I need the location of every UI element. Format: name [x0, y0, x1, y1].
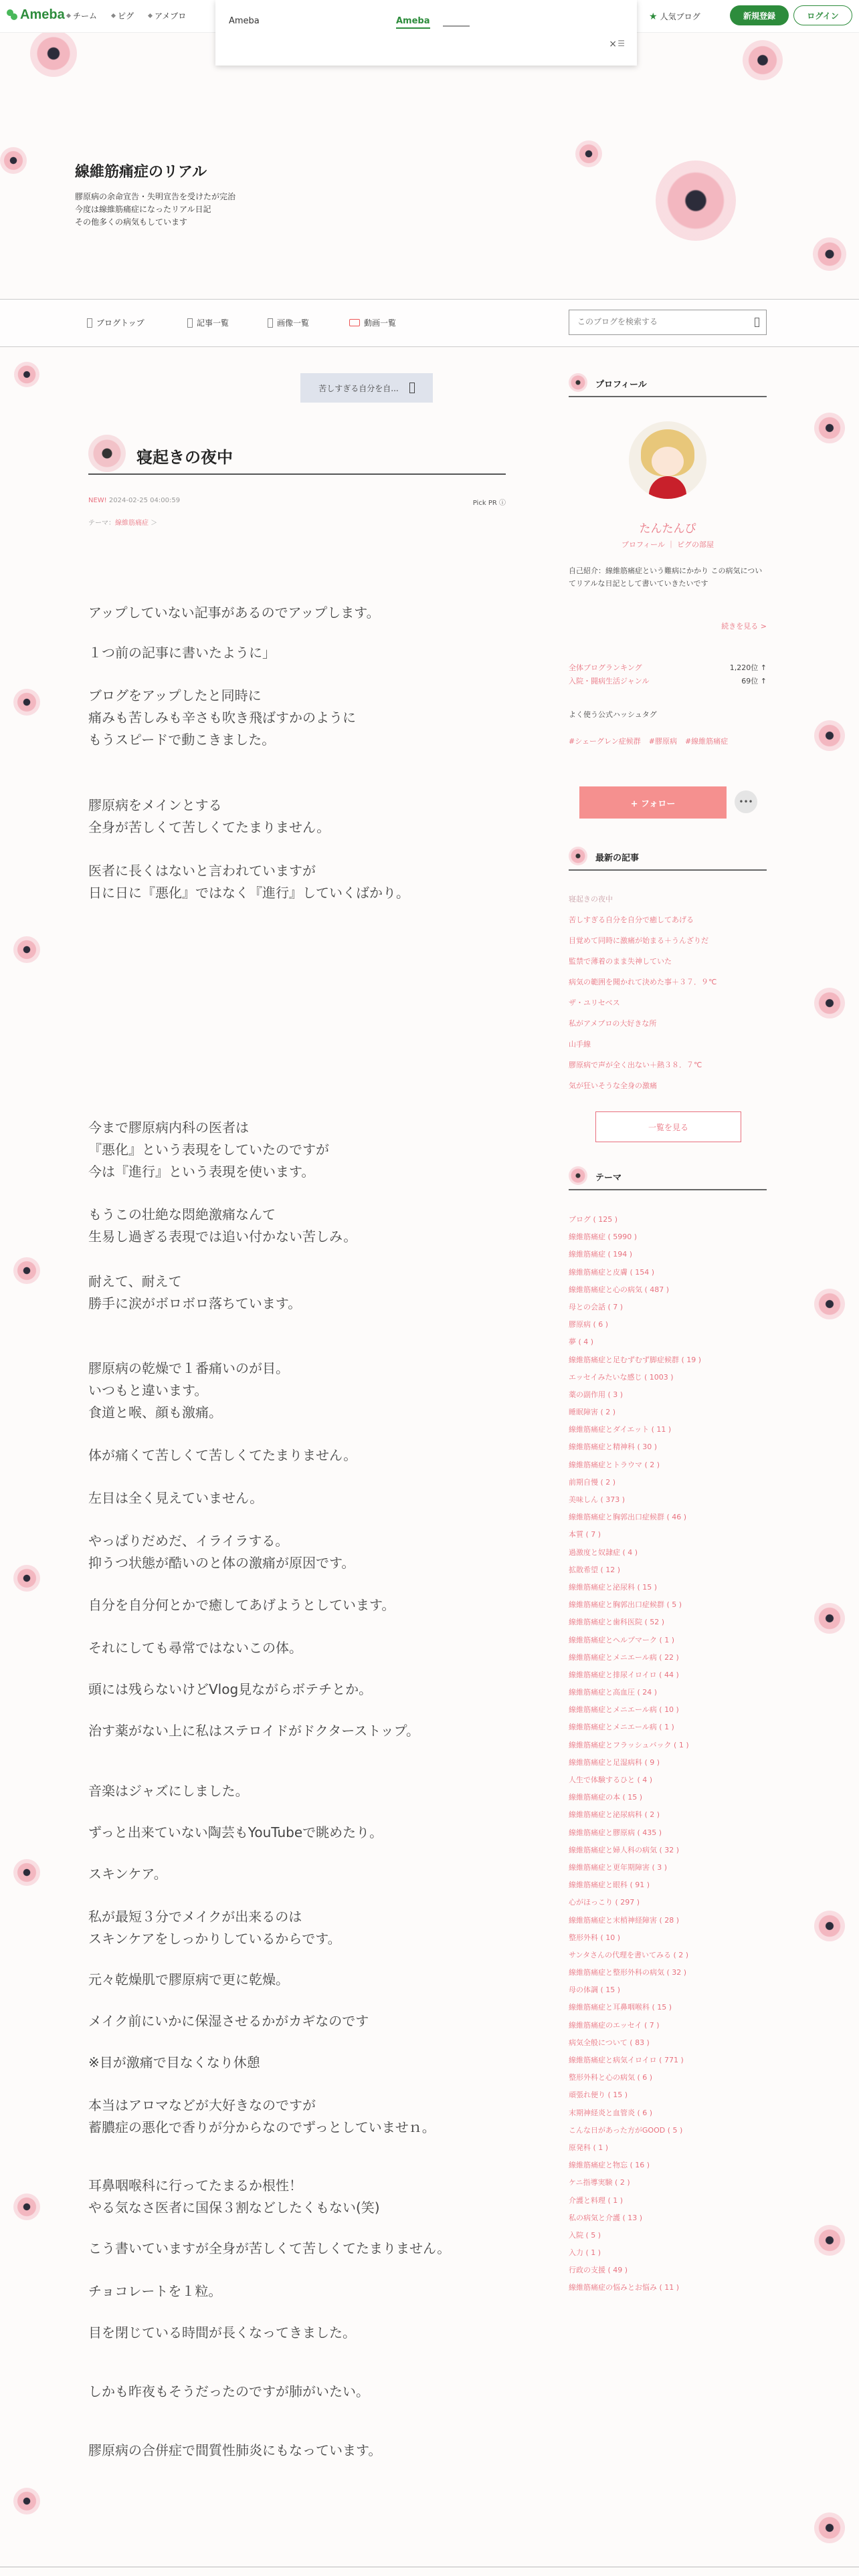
blog-search-input[interactable]: [576, 316, 739, 327]
recent-entry-item[interactable]: 気が狂いそうな全身の激痛: [569, 1081, 657, 1090]
entry-paragraph: スキンケア。: [88, 1866, 167, 1882]
flower-decoration: [30, 30, 77, 77]
recent-entry-item[interactable]: 病気の範囲を聞かれて決めた事＋３７．９℃: [569, 978, 717, 986]
entry-paragraph: 膠原病をメインとする 全身が苦しくて苦しくてたまりません。: [88, 797, 330, 835]
nav-label: 記事一覧: [197, 318, 229, 328]
flower-icon: [569, 373, 587, 392]
theme-item[interactable]: 母の体調 ( 15 ): [569, 1985, 621, 1995]
theme-item[interactable]: 線維筋痛症の悩みとお悩み ( 11 ): [569, 2283, 680, 2292]
theme-heading-text: テーマ: [595, 1173, 622, 1183]
theme-label: テーマ：: [88, 520, 115, 527]
prev-entry-label: 苦しすぎる自分を自...: [318, 383, 399, 393]
theme-item[interactable]: 線維筋痛症と膠原病 ( 435 ): [569, 1828, 662, 1837]
document-icon: [87, 318, 92, 328]
follow-button[interactable]: + フォロー: [579, 786, 727, 819]
entry-paragraph: 医者に長くはないと言われていますが 日に日に『悪化』ではなく『進行』していくばかり。: [88, 863, 409, 901]
diamond-icon: [66, 13, 71, 18]
recent-entry-item[interactable]: 膠原病で声が全く出ない＋熱３８．７℃: [569, 1061, 702, 1069]
nav-blog-top[interactable]: [87, 317, 145, 328]
recent-entry-item[interactable]: 私がアメブロの大好きな所: [569, 1019, 657, 1028]
theme-item[interactable]: 線維筋痛症と排尿イロイロ ( 44 ): [569, 1670, 679, 1679]
theme-item[interactable]: 心がほっこり ( 297 ): [569, 1898, 640, 1907]
ameba-logo-text: Ameba: [20, 7, 65, 22]
entry-paragraph: 膠原病の乾燥で１番痛いのが目。 いつもと違います。 食道と喉、顔も激痛。: [88, 1360, 289, 1420]
hashtag-link[interactable]: #膠原病: [648, 737, 677, 746]
blog-search-box: [569, 310, 767, 335]
theme-item[interactable]: 線維筋痛症と胸郭出口症候群 ( 46 ): [569, 1513, 687, 1522]
theme-item[interactable]: 睡眠障害 ( 2 ): [569, 1408, 616, 1417]
top-nav-pigg[interactable]: [112, 10, 134, 21]
profile-heading: [569, 369, 767, 397]
flower-decoration: [0, 147, 27, 174]
entry-paragraph: 体が痛くて苦しくて苦しくてたまりません。: [88, 1447, 357, 1463]
ranking-value: 1,220位 ↑: [729, 663, 767, 672]
profile-links[interactable]: プロフィール ｜ ピグの部屋: [622, 540, 714, 549]
ameba-logo-icon: [7, 9, 17, 21]
entry-paragraph: 自分を自分何とかで癒してあげようとしています。: [88, 1597, 395, 1613]
flower-decoration: [13, 689, 40, 716]
nav-label: 画像一覧: [277, 318, 310, 328]
blog-header: [75, 160, 235, 229]
login-button[interactable]: ログイン: [793, 5, 852, 25]
entry-paragraph: ※目が激痛で目なくなり休憩: [88, 2054, 260, 2070]
document-icon: [187, 318, 193, 328]
avatar[interactable]: [629, 421, 706, 499]
theme-item[interactable]: 線維筋痛症とメニエール病 ( 10 ): [569, 1705, 679, 1715]
theme-item[interactable]: 拡散希望 ( 12 ): [569, 1565, 621, 1574]
flower-decoration: [575, 140, 602, 167]
theme-item[interactable]: 線維筋痛症と婦人科の病気 ( 32 ): [569, 1845, 680, 1854]
top-nav-label: チーム: [73, 11, 98, 21]
flower-decoration: [814, 988, 845, 1018]
flower-decoration: [814, 1603, 845, 1634]
entry-paragraph: やっぱりだめだ、イライラする。 抑うつ状態が酷いのと体の激痛が原因です。: [88, 1533, 355, 1571]
pick-label: Pick: [472, 500, 486, 507]
theme-item[interactable]: 線維筋痛症と精神科 ( 30 ): [569, 1442, 658, 1452]
theme-item[interactable]: ブログ ( 125 ): [569, 1215, 618, 1224]
entry-paragraph: １つ前の記事に書いたように」: [88, 645, 276, 661]
entry-paragraph: 今まで膠原病内科の医者は 『悪化』という表現をしていたのですが 今は『進行』という表現を使います。: [88, 1119, 329, 1180]
entry-title[interactable]: 寝起きの夜中: [136, 449, 233, 467]
flower-decoration: [13, 1859, 40, 1886]
ranking-label: 全体ブログランキング: [569, 663, 642, 672]
theme-item[interactable]: 前期自慢 ( 2 ): [569, 1477, 616, 1487]
theme-item[interactable]: 線維筋痛症と病気イロイロ ( 771 ): [569, 2056, 684, 2064]
theme-item[interactable]: 線維筋痛症と眼科 ( 91 ): [569, 1881, 650, 1890]
star-icon: ★: [649, 11, 658, 22]
search-popup-divider: [443, 25, 470, 27]
recent-entry-item[interactable]: 監禁で薄着のまま失神していた: [569, 957, 672, 966]
hashtag-list: [569, 736, 728, 746]
theme-item[interactable]: 整形外科 ( 10 ): [569, 1933, 621, 1942]
flower-icon: [88, 435, 126, 472]
diamond-icon: [148, 13, 153, 18]
hashtag-link[interactable]: #シェーグレン症候群: [569, 737, 641, 746]
theme-item[interactable]: 病気全般について ( 83 ): [569, 2038, 650, 2047]
new-badge: NEW!: [88, 497, 107, 504]
ranking-overall[interactable]: [569, 662, 767, 673]
theme-item[interactable]: 線維筋痛症と心の病気 ( 487 ): [569, 1285, 670, 1294]
hashtag-link[interactable]: #線維筋痛症: [684, 737, 729, 746]
top-nav-label: ピグ: [118, 11, 134, 21]
entry-paragraph: もうこの壮絶な悶絶激痛なんて 生易し過ぎる表現では追い付かない苦しみ。: [88, 1206, 357, 1245]
theme-item[interactable]: 線維筋痛症とメニエール病 ( 22 ): [569, 1652, 679, 1662]
theme-item[interactable]: 線維筋痛症 ( 5990 ): [569, 1232, 638, 1242]
search-icon[interactable]: [755, 318, 759, 327]
recent-entry-item[interactable]: ザ・ユリセベス: [569, 998, 620, 1007]
recent-heading: [569, 843, 767, 871]
entry-theme: [88, 517, 157, 527]
search-popup-tab-ameba[interactable]: Ameba: [396, 16, 430, 29]
theme-item[interactable]: 膠原病 ( 6 ): [569, 1320, 609, 1329]
blog-title[interactable]: 線維筋痛症のリアル: [75, 163, 207, 180]
theme-item[interactable]: 美味しん ( 373 ): [569, 1495, 626, 1504]
entry-paragraph: 本当はアロマなどが大好きなのですが 蓄膿症の悪化で香りが分からなのでずっとしていませｎ。: [88, 2097, 436, 2135]
nav-image-list[interactable]: [268, 317, 309, 328]
entry-paragraph: 音楽はジャズにしました。: [88, 1783, 249, 1799]
flower-decoration: [814, 413, 845, 443]
video-icon: [349, 319, 360, 326]
entry-paragraph: 頭には残らないけどVlog見ながらボテチとか。: [88, 1681, 373, 1697]
theme-item[interactable]: 線維筋痛症とフラッシュバック ( 1 ): [569, 1740, 689, 1749]
entry-paragraph: 目を閉じている時間が長くなってきました。: [88, 2325, 356, 2341]
theme-item[interactable]: ケニ指導実験 ( 2 ): [569, 2178, 630, 2187]
flower-decoration: [13, 936, 40, 963]
title-underline: [88, 473, 506, 475]
theme-item[interactable]: 線維筋痛症とダイエット ( 11 ): [569, 1425, 672, 1434]
theme-item[interactable]: 線維筋痛症と更年期障害 ( 3 ): [569, 1862, 668, 1872]
ranking-value: 69位 ↑: [741, 677, 767, 685]
entry-paragraph: 私が最短３分でメイクが出来るのは スキンケアをしっかりしているからです。: [88, 1909, 341, 1947]
entry-paragraph: ブログをアップしたと同時に 痛みも苦しみも辛さも吹き飛ばすかのように もうスピードで動こきました。: [88, 687, 356, 748]
theme-item[interactable]: 線維筋痛症と末梢神経障害 ( 28 ): [569, 1915, 680, 1925]
entry-paragraph: 左目は全く見えていません。: [88, 1490, 264, 1506]
flower-decoration: [814, 2512, 845, 2543]
theme-item[interactable]: 本質 ( 7 ): [569, 1530, 601, 1539]
theme-item[interactable]: 線維筋痛症とヘルプマーク ( 1 ): [569, 1635, 675, 1644]
profile-name[interactable]: たんたんぴ: [639, 522, 696, 536]
flower-decoration: [13, 1257, 40, 1284]
theme-list: [569, 1214, 767, 2300]
popular-blogs-link[interactable]: [649, 11, 700, 22]
theme-item[interactable]: 線維筋痛症とメニエール病 ( 1 ): [569, 1723, 674, 1732]
theme-item[interactable]: 過激度と奴隷症 ( 4 ): [569, 1547, 638, 1557]
entry-paragraph: 耐えて、耐えて 勝手に涙がボロボロ落ちています。: [88, 1273, 302, 1311]
theme-link[interactable]: 線維筋痛症 ＞: [115, 520, 158, 527]
theme-item[interactable]: 原発科 ( 1 ): [569, 2143, 609, 2152]
theme-item[interactable]: 線維筋痛症と皮膚 ( 154 ): [569, 1267, 655, 1277]
chevron-right-icon: [409, 383, 415, 393]
entry-meta: [88, 497, 180, 504]
theme-item[interactable]: 線維筋痛症と高血圧 ( 24 ): [569, 1688, 658, 1697]
theme-item[interactable]: 入院 ( 5 ): [569, 2230, 601, 2240]
theme-item[interactable]: 頑張れ便り ( 15 ): [569, 2090, 628, 2100]
flower-icon: [569, 1166, 587, 1185]
theme-item[interactable]: 線維筋痛症と足湿病科 ( 9 ): [569, 1757, 660, 1767]
recent-entries-list: [569, 893, 767, 1101]
flower-decoration: [743, 40, 783, 80]
flower-decoration: [14, 362, 39, 387]
entry-paragraph: チョコレートを１粒。: [88, 2283, 222, 2299]
theme-item[interactable]: 線維筋痛症と胸郭出口症候群 ( 5 ): [569, 1600, 682, 1610]
theme-item[interactable]: 薬の副作用 ( 3 ): [569, 1390, 624, 1399]
profile-heading-text: プロフィール: [595, 380, 647, 390]
theme-item[interactable]: 入力 ( 1 ): [569, 2248, 601, 2258]
theme-item[interactable]: サンタさんの代理を書いてみる ( 2 ): [569, 1950, 689, 1959]
theme-item[interactable]: 線維筋痛症の本 ( 15 ): [569, 1793, 643, 1802]
theme-item[interactable]: 線維筋痛症と整形外科の病気 ( 32 ): [569, 1968, 687, 1977]
menu-icon[interactable]: ☰: [617, 39, 625, 48]
search-popup-label: Ameba: [229, 16, 260, 26]
flower-decoration: [814, 2225, 845, 2256]
entry-date: 2024-02-25 04:00:59: [108, 497, 181, 504]
theme-item[interactable]: 線維筋痛症と物忘 ( 16 ): [569, 2161, 650, 2170]
theme-item[interactable]: 夢 ( 4 ): [569, 1337, 594, 1347]
flower-icon: [569, 847, 587, 865]
profile-intro: 自己紹介：線維筋痛症という難病にかかり この病気についてリアルな日記として書いていきたいです: [569, 566, 763, 588]
search-popup: [215, 0, 637, 66]
nav-label: 動画一覧: [364, 318, 397, 328]
nav-video-list[interactable]: [349, 317, 396, 328]
theme-heading: [569, 1162, 767, 1190]
top-nav-team[interactable]: [67, 10, 97, 21]
entry-paragraph: ずっと出来ていない陶芸もYouTubeで眺めたり。: [88, 1824, 383, 1840]
blog-description: 膠原病の余命宣告・失明宣告を受けたが完治 今度は線維筋痛症になったリアル日記 その他多くの病気もしています: [75, 192, 236, 227]
blog-global-nav: [0, 299, 859, 347]
flower-decoration: [13, 2488, 40, 2514]
pick-button[interactable]: [473, 497, 506, 507]
entry-paragraph: それにしても尋常ではないこの体。: [88, 1640, 302, 1656]
entry-paragraph: 元々乾燥肌で膠原病で更に乾燥。: [88, 1971, 289, 1988]
register-button[interactable]: 新規登録: [730, 5, 789, 25]
theme-item[interactable]: 介護と料理 ( 1 ): [569, 2195, 624, 2205]
entry-paragraph: メイク前にいかに保湿させるかがカギなのです: [88, 2013, 369, 2029]
profile-more-link[interactable]: 続きを見る >: [721, 622, 767, 631]
theme-item[interactable]: 線維筋痛症 ( 194 ): [569, 1250, 633, 1259]
flower-decoration: [656, 160, 736, 241]
entry-paragraph: しかも昨夜もそうだったのですが肺がいたい。: [88, 2383, 369, 2399]
ameba-logo[interactable]: [7, 7, 65, 23]
entry-paragraph: 膠原病の合併症で間質性肺炎にもなっています。: [88, 2442, 382, 2458]
theme-item[interactable]: 行政の支援 ( 49 ): [569, 2266, 628, 2275]
flower-decoration: [13, 2193, 40, 2220]
recent-entry-item[interactable]: 山手線: [569, 1040, 591, 1049]
view-all-entries-button[interactable]: 一覧を見る: [595, 1111, 741, 1142]
theme-item[interactable]: 線維筋痛症と足むずむず脚症候群 ( 19 ): [569, 1355, 702, 1364]
theme-item[interactable]: 線維筋痛症と泌尿科 ( 15 ): [569, 1582, 658, 1592]
hashtag-heading: よく使う公式ハッシュタグ: [569, 710, 657, 719]
top-nav-ameblo[interactable]: [149, 10, 186, 21]
close-icon[interactable]: ×: [609, 39, 617, 49]
entry-paragraph: 治す薬がない上に私はステロイドがドクターストップ。: [88, 1723, 419, 1739]
recent-heading-text: 最新の記事: [595, 853, 640, 863]
avatar-face: [652, 447, 684, 476]
theme-item[interactable]: 末期神経炎と血管炎 ( 6 ): [569, 2108, 653, 2117]
theme-item[interactable]: 線維筋痛症のエッセイ ( 7 ): [569, 2020, 660, 2030]
theme-item[interactable]: 線維筋痛症と泌尿病科 ( 2 ): [569, 1810, 660, 1820]
theme-item[interactable]: 線維筋痛症と歯科医院 ( 52 ): [569, 1618, 665, 1627]
theme-item[interactable]: こんな日があった方がGOOD ( 5 ): [569, 2125, 683, 2135]
flower-decoration: [13, 1565, 40, 1592]
entry-paragraph: 耳鼻咽喉科に行ってたまるか根性！ やる気なさ医者に国保３割などしたくもない(笑): [88, 2177, 380, 2216]
nav-entry-list[interactable]: [187, 317, 229, 328]
theme-item[interactable]: 人生で体験するひと ( 4 ): [569, 1776, 653, 1784]
flower-decoration: [814, 720, 845, 751]
entry-paragraph: こう書いていますが全身が苦しくて苦しくてたまりません。: [88, 2240, 451, 2256]
theme-item[interactable]: エッセイみたいな感じ ( 1003 ): [569, 1372, 674, 1382]
nav-label: ブログトップ: [96, 318, 145, 328]
info-icon: ⓘ: [499, 500, 506, 507]
ranking-genre[interactable]: [569, 675, 767, 686]
recent-entry-item[interactable]: 寝起きの夜中: [569, 895, 613, 903]
theme-item[interactable]: 整形外科と心の病気 ( 6 ): [569, 2073, 653, 2082]
recent-entry-item[interactable]: 目覚めて同時に激痛が始まる＋うんざりだ: [569, 936, 708, 945]
avatar-body: [649, 476, 686, 499]
diamond-icon: [111, 13, 116, 18]
theme-item[interactable]: 線維筋痛症とトラウマ ( 2 ): [569, 1460, 660, 1469]
image-icon: [268, 318, 273, 328]
theme-name: 線維筋痛症: [115, 520, 149, 527]
theme-item[interactable]: 母との会話 ( 7 ): [569, 1302, 624, 1311]
flower-decoration: [814, 1911, 845, 1941]
top-nav: [67, 10, 186, 21]
ranking-label: 入院・闘病生活ジャンル: [569, 677, 650, 685]
recent-entry-item[interactable]: 苦しすぎる自分を自分で癒してあげる: [569, 916, 694, 924]
prev-entry-button[interactable]: [300, 373, 433, 403]
top-nav-label: アメブロ: [155, 11, 187, 21]
entry-paragraph: アップしていない記事があるのでアップします。: [88, 605, 380, 621]
pr-icon: PR: [488, 500, 497, 507]
popular-blogs-label: 人気ブログ: [660, 12, 700, 21]
flower-decoration: [813, 237, 846, 271]
more-options-button[interactable]: •••: [735, 790, 757, 813]
theme-item[interactable]: 線維筋痛症と耳鼻咽喉科 ( 15 ): [569, 2003, 672, 2012]
flower-decoration: [814, 1289, 845, 1319]
theme-item[interactable]: 私の病気と介護 ( 13 ): [569, 2213, 643, 2222]
